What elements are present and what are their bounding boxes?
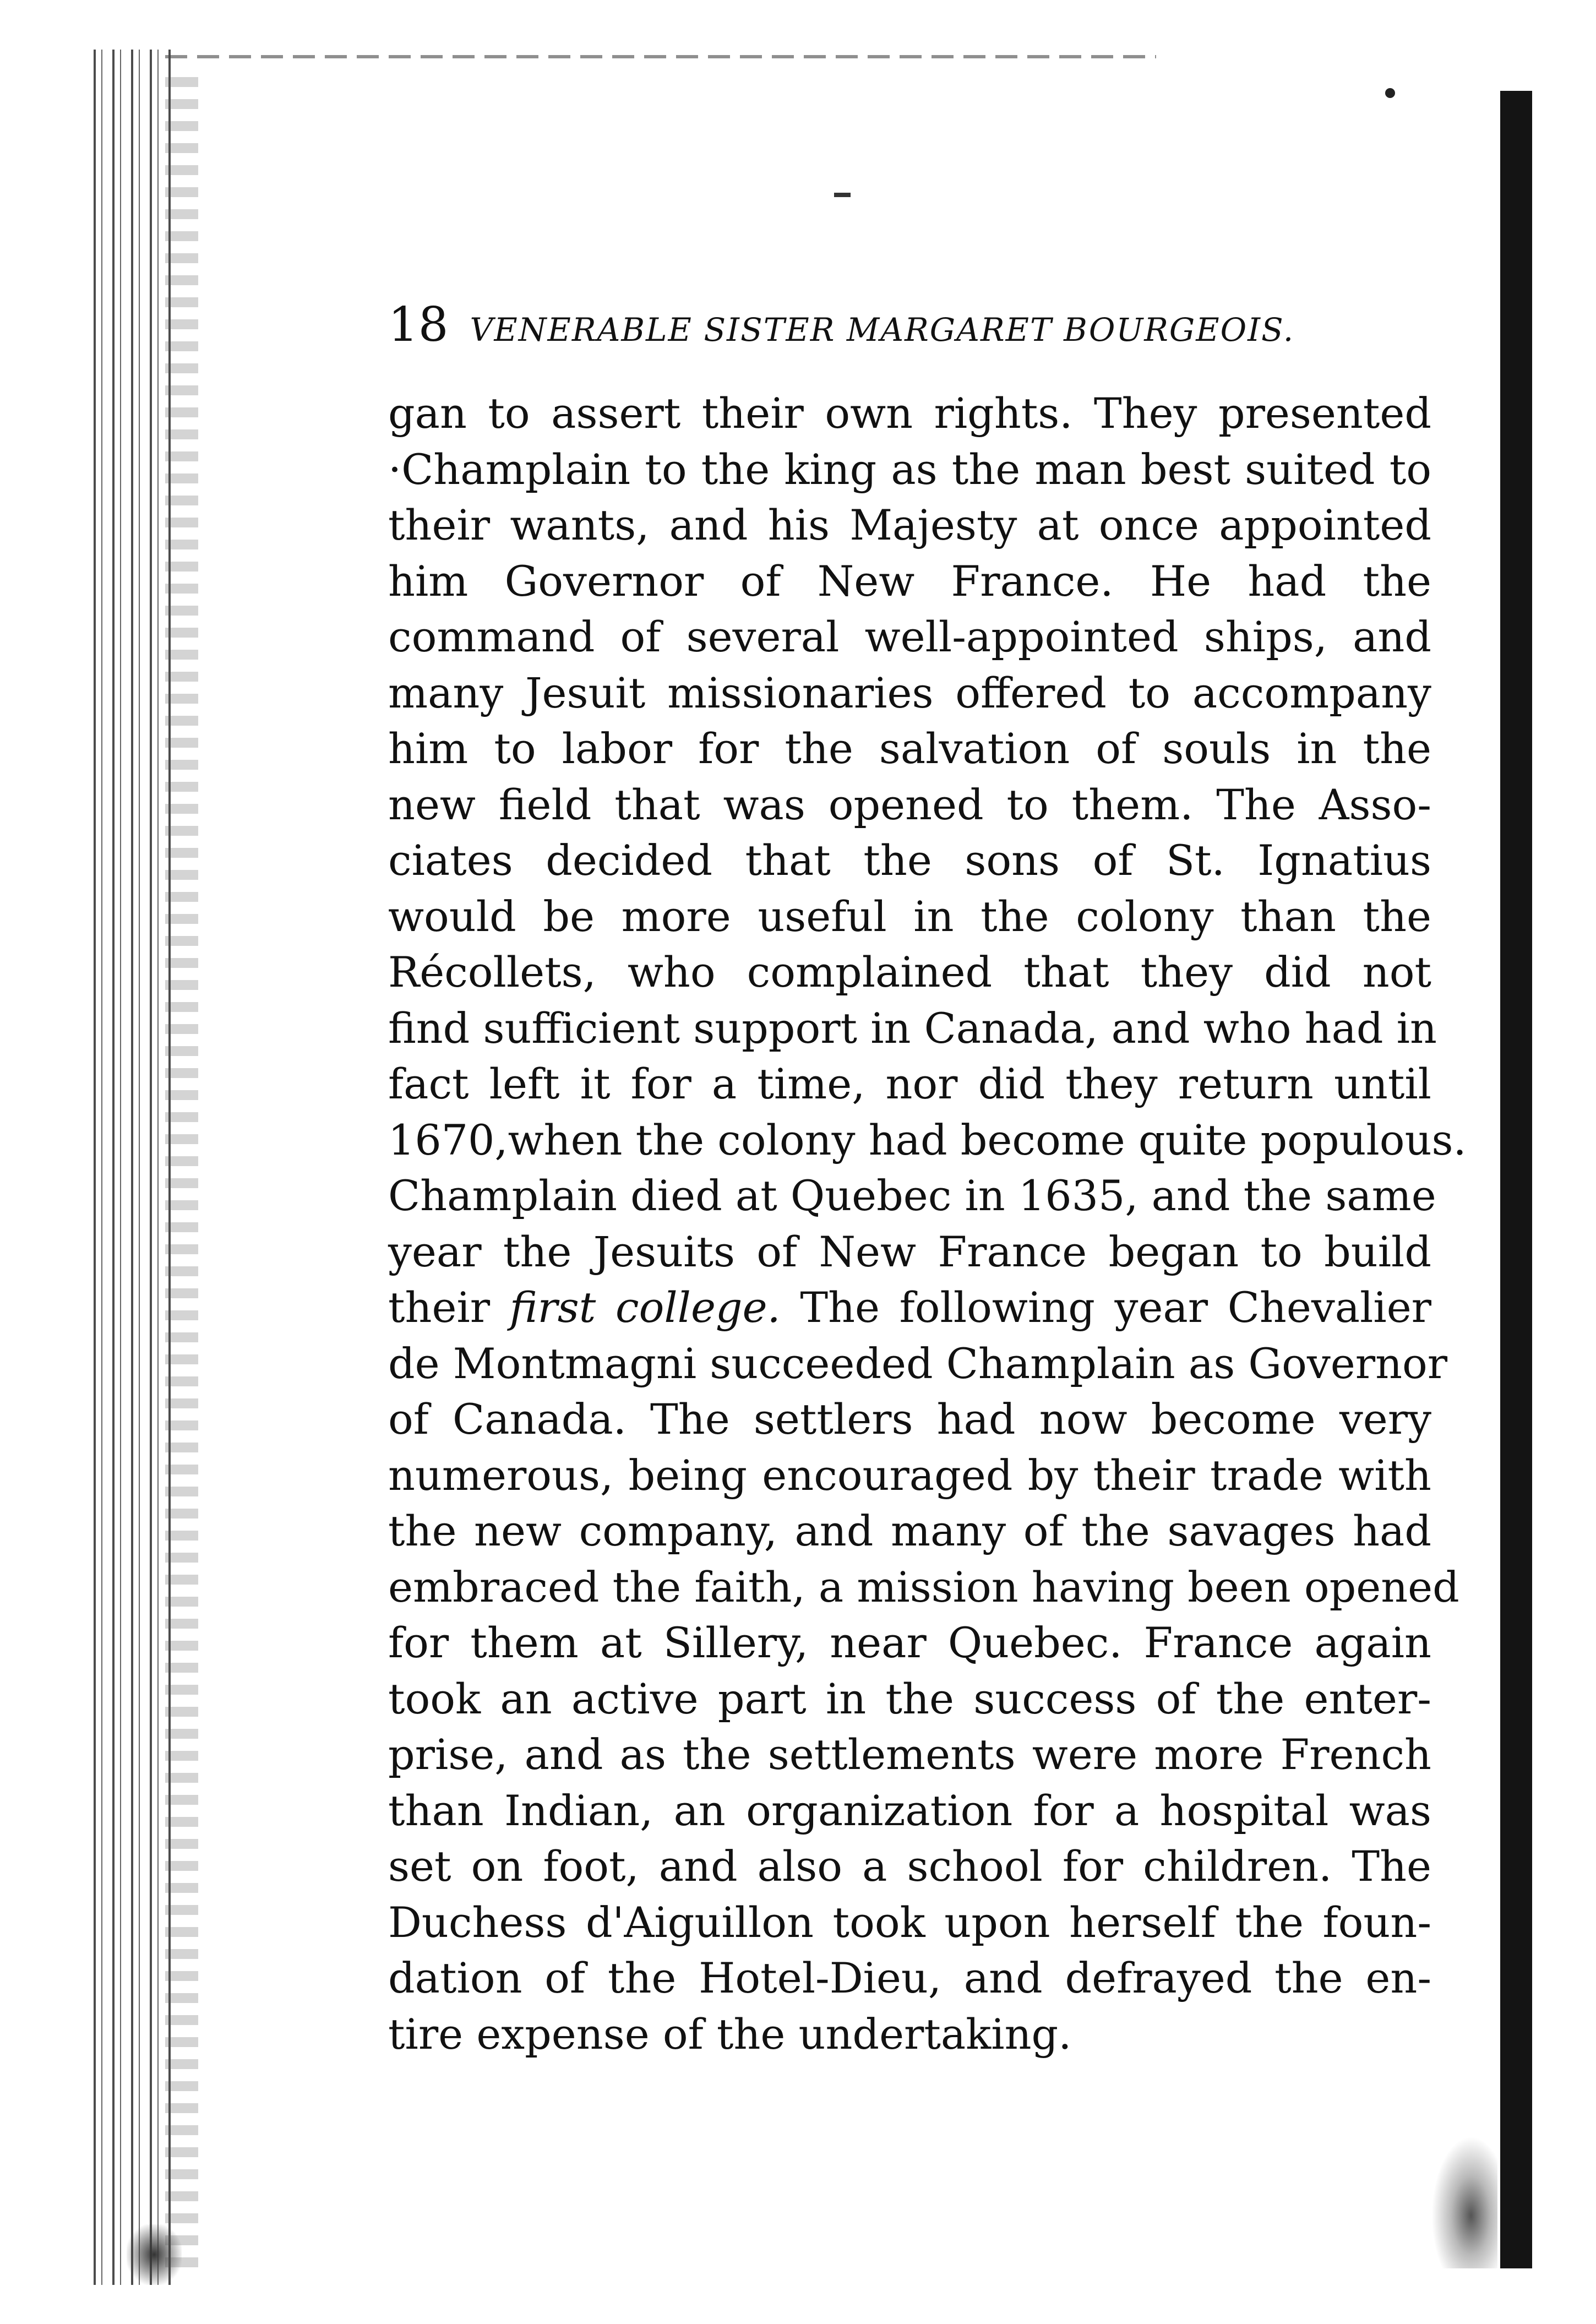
text-line: prise, and as the settlements were more French (388, 1730, 1431, 1779)
text-line: tire expense of the undertaking. (388, 2009, 1072, 2059)
text-line: their wants, and his Majesty at once appointed (388, 500, 1431, 549)
scan-speck (1385, 88, 1395, 98)
scan-top-edge (165, 55, 1156, 58)
page-number: 18 (388, 297, 449, 352)
text-line: Récollets, who complained that they did not (388, 948, 1431, 997)
text-line: year the Jesuits of New France began to build (388, 1227, 1431, 1276)
text-line: 1670,when the colony had become quite populous. (388, 1115, 1467, 1164)
text-line: de Montmagni succeeded Champlain as Governor (388, 1338, 1448, 1388)
running-header (388, 297, 1434, 358)
text-line: the new company, and many of the savages had (388, 1506, 1431, 1555)
text-line: of Canada. The settlers had now become very (388, 1395, 1431, 1444)
text-line-with-italic (388, 1280, 1431, 1336)
text-line: numerous, being encouraged by their trade with (388, 1450, 1431, 1500)
scan-mark (834, 193, 851, 197)
text-line: command of several well-appointed ships, and (388, 612, 1431, 661)
text-line: Champlain died at Quebec in 1635, and the same (388, 1171, 1436, 1220)
text-line: took an active part in the success of the enter- (388, 1674, 1431, 1723)
scan-smudge (1431, 2136, 1497, 2268)
body-paragraph (388, 385, 1467, 2062)
text-line: find sufficient support in Canada, and who had in (388, 1003, 1437, 1053)
text-line: gan to assert their own rights. They presented (388, 389, 1431, 438)
running-title: VENERABLE SISTER MARGARET BOURGEOIS. (470, 311, 1295, 349)
text-line: new field that was opened to them. The Asso- (388, 780, 1431, 829)
text-line: embraced the faith, a mission having been opened (388, 1562, 1459, 1612)
text-line: dation of the Hotel-Dieu, and defrayed the en- (388, 1953, 1431, 2002)
scan-right-edge (1500, 91, 1532, 2268)
text-line: would be more useful in the colony than the (388, 891, 1431, 941)
text-line: set on foot, and also a school for children. The (388, 1842, 1431, 1891)
text-line: ·Champlain to the king as the man best suited to (388, 444, 1431, 494)
text-line: than Indian, an organization for a hospital was (388, 1786, 1431, 1835)
text-line: Duchess d'Aiguillon took upon herself the foun- (388, 1897, 1431, 1947)
text-line: fact left it for a time, nor did they return until (388, 1059, 1431, 1108)
italic-phrase: first college. (509, 1283, 781, 1332)
scan-smudge-left (127, 2224, 182, 2285)
text-line: him to labor for the salvation of souls in the (388, 724, 1431, 773)
scan-binding-edge (94, 50, 171, 2285)
text-line: ciates decided that the sons of St. Ignatius (388, 836, 1431, 885)
text-line: him Governor of New France. He had the (388, 556, 1431, 606)
scan-binding-shadow (165, 77, 198, 2279)
text-line: many Jesuit missionaries offered to accompany (388, 668, 1431, 717)
line-suffix: The following year Chevalier (800, 1283, 1431, 1332)
text-line: for them at Sillery, near Quebec. France again (388, 1618, 1431, 1667)
line-prefix: their (388, 1283, 491, 1332)
